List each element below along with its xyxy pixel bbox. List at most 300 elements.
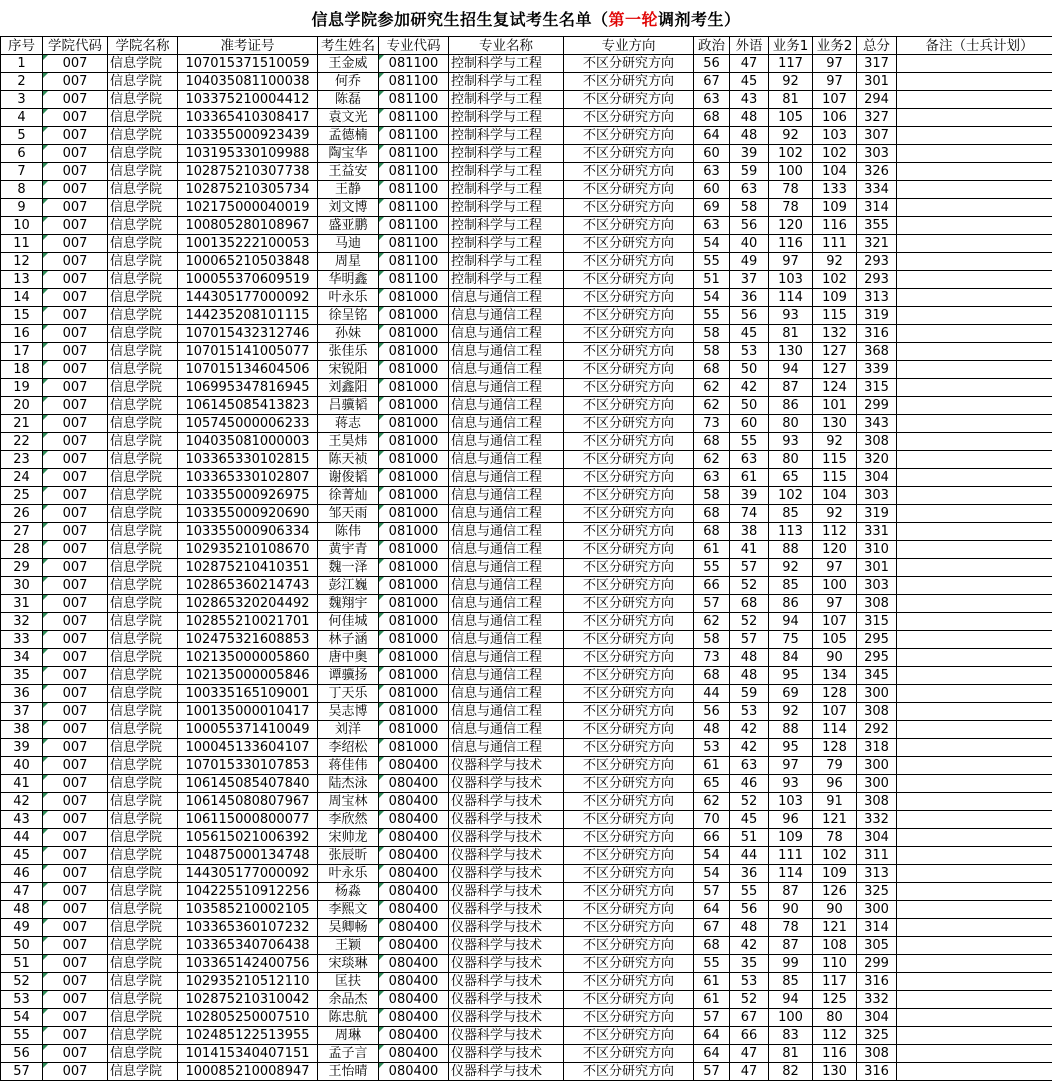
cell-col-foreign-lang[interactable]: 63	[730, 181, 769, 199]
cell-col-direction[interactable]: 不区分研究方向	[564, 217, 694, 235]
cell-col-name[interactable]: 马迪	[318, 235, 379, 253]
cell-col-subject1[interactable]: 94	[769, 361, 813, 379]
cell-col-politics[interactable]: 51	[694, 271, 730, 289]
cell-col-college-name[interactable]: 信息学院	[108, 793, 178, 811]
cell-col-college-code[interactable]: 007	[43, 1045, 108, 1063]
cell-col-major-code[interactable]: 081000	[379, 523, 449, 541]
cell-col-subject2[interactable]: 111	[813, 235, 857, 253]
cell-col-college-code[interactable]: 007	[43, 1027, 108, 1045]
cell-col-direction[interactable]: 不区分研究方向	[564, 289, 694, 307]
cell-col-name[interactable]: 杨淼	[318, 883, 379, 901]
cell-col-subject1[interactable]: 87	[769, 883, 813, 901]
cell-col-seq[interactable]: 46	[1, 865, 43, 883]
cell-col-college-name[interactable]: 信息学院	[108, 145, 178, 163]
cell-col-exam-id[interactable]: 105615021006392	[178, 829, 318, 847]
cell-col-name[interactable]: 谢俊韬	[318, 469, 379, 487]
cell-col-subject2[interactable]: 109	[813, 865, 857, 883]
cell-col-remark[interactable]	[897, 145, 1052, 163]
cell-col-total[interactable]: 316	[857, 973, 897, 991]
cell-col-politics[interactable]: 63	[694, 163, 730, 181]
cell-col-exam-id[interactable]: 103365330102807	[178, 469, 318, 487]
cell-col-remark[interactable]	[897, 1045, 1052, 1063]
cell-col-total[interactable]: 295	[857, 631, 897, 649]
cell-col-major-code[interactable]: 081000	[379, 541, 449, 559]
cell-col-foreign-lang[interactable]: 48	[730, 667, 769, 685]
cell-col-college-code[interactable]: 007	[43, 973, 108, 991]
cell-col-exam-id[interactable]: 104225510912256	[178, 883, 318, 901]
cell-col-seq[interactable]: 23	[1, 451, 43, 469]
cell-col-subject1[interactable]: 87	[769, 937, 813, 955]
cell-col-direction[interactable]: 不区分研究方向	[564, 595, 694, 613]
cell-col-college-name[interactable]: 信息学院	[108, 811, 178, 829]
cell-col-college-name[interactable]: 信息学院	[108, 289, 178, 307]
cell-col-remark[interactable]	[897, 109, 1052, 127]
cell-col-exam-id[interactable]: 106115000800077	[178, 811, 318, 829]
cell-col-remark[interactable]	[897, 73, 1052, 91]
cell-col-college-code[interactable]: 007	[43, 649, 108, 667]
cell-col-direction[interactable]: 不区分研究方向	[564, 847, 694, 865]
cell-col-total[interactable]: 300	[857, 685, 897, 703]
cell-col-college-code[interactable]: 007	[43, 235, 108, 253]
cell-col-seq[interactable]: 3	[1, 91, 43, 109]
cell-col-college-code[interactable]: 007	[43, 811, 108, 829]
cell-col-college-code[interactable]: 007	[43, 559, 108, 577]
cell-col-subject2[interactable]: 102	[813, 847, 857, 865]
cell-col-politics[interactable]: 53	[694, 739, 730, 757]
cell-col-politics[interactable]: 62	[694, 379, 730, 397]
cell-col-subject2[interactable]: 109	[813, 199, 857, 217]
cell-col-college-name[interactable]: 信息学院	[108, 433, 178, 451]
cell-col-seq[interactable]: 15	[1, 307, 43, 325]
cell-col-college-code[interactable]: 007	[43, 865, 108, 883]
cell-col-subject2[interactable]: 90	[813, 649, 857, 667]
cell-col-name[interactable]: 蒋佳伟	[318, 757, 379, 775]
cell-col-seq[interactable]: 45	[1, 847, 43, 865]
cell-col-major-code[interactable]: 080400	[379, 955, 449, 973]
cell-col-total[interactable]: 320	[857, 451, 897, 469]
cell-col-politics[interactable]: 55	[694, 307, 730, 325]
cell-col-seq[interactable]: 55	[1, 1027, 43, 1045]
cell-col-major-name[interactable]: 控制科学与工程	[449, 217, 564, 235]
cell-col-seq[interactable]: 40	[1, 757, 43, 775]
cell-col-seq[interactable]: 42	[1, 793, 43, 811]
cell-col-remark[interactable]	[897, 811, 1052, 829]
cell-col-subject1[interactable]: 85	[769, 505, 813, 523]
cell-col-seq[interactable]: 51	[1, 955, 43, 973]
cell-col-remark[interactable]	[897, 829, 1052, 847]
cell-col-exam-id[interactable]: 106145085413823	[178, 397, 318, 415]
cell-col-direction[interactable]: 不区分研究方向	[564, 91, 694, 109]
cell-col-name[interactable]: 王怡晴	[318, 1063, 379, 1081]
cell-col-college-name[interactable]: 信息学院	[108, 361, 178, 379]
cell-col-exam-id[interactable]: 103365142400756	[178, 955, 318, 973]
cell-col-exam-id[interactable]: 102175000040019	[178, 199, 318, 217]
cell-col-total[interactable]: 304	[857, 829, 897, 847]
cell-col-name[interactable]: 林子涵	[318, 631, 379, 649]
cell-col-direction[interactable]: 不区分研究方向	[564, 487, 694, 505]
cell-col-politics[interactable]: 57	[694, 883, 730, 901]
cell-col-college-name[interactable]: 信息学院	[108, 883, 178, 901]
cell-col-subject1[interactable]: 113	[769, 523, 813, 541]
cell-col-subject2[interactable]: 115	[813, 307, 857, 325]
cell-col-subject1[interactable]: 114	[769, 865, 813, 883]
cell-col-total[interactable]: 319	[857, 505, 897, 523]
cell-col-major-name[interactable]: 信息与通信工程	[449, 415, 564, 433]
cell-col-college-code[interactable]: 007	[43, 685, 108, 703]
cell-col-total[interactable]: 316	[857, 325, 897, 343]
cell-col-direction[interactable]: 不区分研究方向	[564, 991, 694, 1009]
cell-col-exam-id[interactable]: 103355000926975	[178, 487, 318, 505]
cell-col-college-name[interactable]: 信息学院	[108, 1063, 178, 1081]
cell-col-seq[interactable]: 30	[1, 577, 43, 595]
cell-col-politics[interactable]: 62	[694, 451, 730, 469]
cell-col-subject2[interactable]: 80	[813, 1009, 857, 1027]
cell-col-remark[interactable]	[897, 91, 1052, 109]
cell-col-direction[interactable]: 不区分研究方向	[564, 577, 694, 595]
cell-col-total[interactable]: 299	[857, 397, 897, 415]
cell-col-politics[interactable]: 70	[694, 811, 730, 829]
cell-col-name[interactable]: 袁文光	[318, 109, 379, 127]
cell-col-total[interactable]: 308	[857, 1045, 897, 1063]
cell-col-direction[interactable]: 不区分研究方向	[564, 451, 694, 469]
cell-col-subject1[interactable]: 78	[769, 181, 813, 199]
cell-col-seq[interactable]: 5	[1, 127, 43, 145]
cell-col-name[interactable]: 吕骥韬	[318, 397, 379, 415]
cell-col-direction[interactable]: 不区分研究方向	[564, 883, 694, 901]
cell-col-exam-id[interactable]: 100335165109001	[178, 685, 318, 703]
cell-col-direction[interactable]: 不区分研究方向	[564, 829, 694, 847]
cell-col-remark[interactable]	[897, 55, 1052, 73]
cell-col-politics[interactable]: 56	[694, 55, 730, 73]
cell-col-subject2[interactable]: 120	[813, 541, 857, 559]
cell-col-foreign-lang[interactable]: 48	[730, 109, 769, 127]
cell-col-total[interactable]: 307	[857, 127, 897, 145]
cell-col-subject1[interactable]: 92	[769, 559, 813, 577]
cell-col-major-code[interactable]: 081000	[379, 397, 449, 415]
cell-col-college-name[interactable]: 信息学院	[108, 199, 178, 217]
cell-col-total[interactable]: 327	[857, 109, 897, 127]
cell-col-politics[interactable]: 64	[694, 901, 730, 919]
cell-col-name[interactable]: 陶宝华	[318, 145, 379, 163]
cell-col-major-code[interactable]: 080400	[379, 919, 449, 937]
cell-col-exam-id[interactable]: 104035081000003	[178, 433, 318, 451]
cell-col-major-name[interactable]: 控制科学与工程	[449, 73, 564, 91]
cell-col-direction[interactable]: 不区分研究方向	[564, 757, 694, 775]
cell-col-subject2[interactable]: 127	[813, 361, 857, 379]
cell-col-college-name[interactable]: 信息学院	[108, 127, 178, 145]
cell-col-seq[interactable]: 36	[1, 685, 43, 703]
cell-col-exam-id[interactable]: 102875210310042	[178, 991, 318, 1009]
cell-col-college-name[interactable]: 信息学院	[108, 667, 178, 685]
cell-col-exam-id[interactable]: 102865360214743	[178, 577, 318, 595]
cell-col-major-code[interactable]: 081100	[379, 217, 449, 235]
cell-col-politics[interactable]: 68	[694, 523, 730, 541]
cell-col-remark[interactable]	[897, 343, 1052, 361]
cell-col-name[interactable]: 何乔	[318, 73, 379, 91]
cell-col-remark[interactable]	[897, 775, 1052, 793]
cell-col-college-code[interactable]: 007	[43, 181, 108, 199]
cell-col-total[interactable]: 319	[857, 307, 897, 325]
cell-col-exam-id[interactable]: 103195330109988	[178, 145, 318, 163]
cell-col-total[interactable]: 301	[857, 73, 897, 91]
cell-col-total[interactable]: 295	[857, 649, 897, 667]
cell-col-foreign-lang[interactable]: 36	[730, 289, 769, 307]
cell-col-college-code[interactable]: 007	[43, 343, 108, 361]
cell-col-major-code[interactable]: 081000	[379, 739, 449, 757]
cell-col-seq[interactable]: 12	[1, 253, 43, 271]
cell-col-subject1[interactable]: 103	[769, 793, 813, 811]
cell-col-name[interactable]: 刘洋	[318, 721, 379, 739]
cell-col-major-code[interactable]: 081000	[379, 595, 449, 613]
cell-col-name[interactable]: 徐呈铭	[318, 307, 379, 325]
cell-col-politics[interactable]: 58	[694, 631, 730, 649]
cell-col-major-code[interactable]: 081000	[379, 667, 449, 685]
cell-col-college-name[interactable]: 信息学院	[108, 721, 178, 739]
cell-col-subject1[interactable]: 78	[769, 919, 813, 937]
cell-col-subject1[interactable]: 109	[769, 829, 813, 847]
cell-col-direction[interactable]: 不区分研究方向	[564, 433, 694, 451]
cell-col-subject2[interactable]: 96	[813, 775, 857, 793]
cell-col-name[interactable]: 陈伟	[318, 523, 379, 541]
cell-col-exam-id[interactable]: 102805250007510	[178, 1009, 318, 1027]
cell-col-direction[interactable]: 不区分研究方向	[564, 379, 694, 397]
cell-col-total[interactable]: 332	[857, 991, 897, 1009]
cell-col-major-code[interactable]: 081100	[379, 181, 449, 199]
cell-col-total[interactable]: 308	[857, 703, 897, 721]
cell-col-subject2[interactable]: 78	[813, 829, 857, 847]
cell-col-major-name[interactable]: 仪器科学与技术	[449, 973, 564, 991]
cell-col-remark[interactable]	[897, 613, 1052, 631]
cell-col-college-code[interactable]: 007	[43, 847, 108, 865]
cell-col-major-code[interactable]: 081100	[379, 235, 449, 253]
cell-col-major-name[interactable]: 仪器科学与技术	[449, 757, 564, 775]
cell-col-major-code[interactable]: 080400	[379, 811, 449, 829]
cell-col-name[interactable]: 宋锐阳	[318, 361, 379, 379]
cell-col-college-name[interactable]: 信息学院	[108, 901, 178, 919]
cell-col-seq[interactable]: 19	[1, 379, 43, 397]
cell-col-college-name[interactable]: 信息学院	[108, 343, 178, 361]
cell-col-subject2[interactable]: 92	[813, 253, 857, 271]
cell-col-seq[interactable]: 41	[1, 775, 43, 793]
cell-col-seq[interactable]: 9	[1, 199, 43, 217]
cell-col-major-code[interactable]: 081000	[379, 325, 449, 343]
cell-col-college-name[interactable]: 信息学院	[108, 649, 178, 667]
cell-col-major-name[interactable]: 仪器科学与技术	[449, 937, 564, 955]
cell-col-college-name[interactable]: 信息学院	[108, 91, 178, 109]
cell-col-total[interactable]: 334	[857, 181, 897, 199]
cell-col-college-code[interactable]: 007	[43, 433, 108, 451]
cell-col-name[interactable]: 盛亚鹏	[318, 217, 379, 235]
cell-col-total[interactable]: 339	[857, 361, 897, 379]
cell-col-direction[interactable]: 不区分研究方向	[564, 793, 694, 811]
cell-col-seq[interactable]: 16	[1, 325, 43, 343]
cell-col-subject2[interactable]: 79	[813, 757, 857, 775]
cell-col-major-code[interactable]: 080400	[379, 829, 449, 847]
cell-col-remark[interactable]	[897, 235, 1052, 253]
cell-col-seq[interactable]: 28	[1, 541, 43, 559]
cell-col-remark[interactable]	[897, 199, 1052, 217]
cell-col-subject2[interactable]: 117	[813, 973, 857, 991]
cell-col-college-name[interactable]: 信息学院	[108, 829, 178, 847]
cell-col-foreign-lang[interactable]: 46	[730, 775, 769, 793]
cell-col-foreign-lang[interactable]: 36	[730, 865, 769, 883]
cell-col-total[interactable]: 294	[857, 91, 897, 109]
cell-col-college-code[interactable]: 007	[43, 73, 108, 91]
cell-col-remark[interactable]	[897, 739, 1052, 757]
cell-col-total[interactable]: 303	[857, 487, 897, 505]
cell-col-major-code[interactable]: 080400	[379, 973, 449, 991]
cell-col-college-code[interactable]: 007	[43, 487, 108, 505]
cell-col-name[interactable]: 何佳城	[318, 613, 379, 631]
cell-col-total[interactable]: 304	[857, 1009, 897, 1027]
cell-col-remark[interactable]	[897, 361, 1052, 379]
cell-col-major-name[interactable]: 信息与通信工程	[449, 649, 564, 667]
cell-col-major-name[interactable]: 仪器科学与技术	[449, 955, 564, 973]
cell-col-major-code[interactable]: 081100	[379, 253, 449, 271]
cell-col-college-name[interactable]: 信息学院	[108, 595, 178, 613]
cell-col-college-name[interactable]: 信息学院	[108, 613, 178, 631]
cell-col-subject1[interactable]: 90	[769, 901, 813, 919]
cell-col-major-code[interactable]: 080400	[379, 757, 449, 775]
cell-col-total[interactable]: 313	[857, 289, 897, 307]
cell-col-seq[interactable]: 6	[1, 145, 43, 163]
cell-col-subject1[interactable]: 111	[769, 847, 813, 865]
cell-col-foreign-lang[interactable]: 44	[730, 847, 769, 865]
cell-col-major-name[interactable]: 信息与通信工程	[449, 703, 564, 721]
cell-col-politics[interactable]: 68	[694, 433, 730, 451]
cell-col-major-name[interactable]: 信息与通信工程	[449, 307, 564, 325]
cell-col-major-code[interactable]: 081100	[379, 163, 449, 181]
cell-col-subject2[interactable]: 109	[813, 289, 857, 307]
cell-col-exam-id[interactable]: 144305177000092	[178, 865, 318, 883]
cell-col-major-name[interactable]: 信息与通信工程	[449, 541, 564, 559]
cell-col-major-name[interactable]: 信息与通信工程	[449, 469, 564, 487]
cell-col-major-name[interactable]: 仪器科学与技术	[449, 793, 564, 811]
cell-col-college-code[interactable]: 007	[43, 145, 108, 163]
cell-col-total[interactable]: 345	[857, 667, 897, 685]
cell-col-remark[interactable]	[897, 667, 1052, 685]
cell-col-seq[interactable]: 56	[1, 1045, 43, 1063]
cell-col-major-code[interactable]: 081000	[379, 451, 449, 469]
cell-col-subject2[interactable]: 134	[813, 667, 857, 685]
cell-col-subject2[interactable]: 112	[813, 523, 857, 541]
cell-col-college-code[interactable]: 007	[43, 991, 108, 1009]
cell-col-subject1[interactable]: 100	[769, 163, 813, 181]
cell-col-major-name[interactable]: 信息与通信工程	[449, 397, 564, 415]
cell-col-name[interactable]: 叶永乐	[318, 865, 379, 883]
cell-col-name[interactable]: 宋帅龙	[318, 829, 379, 847]
cell-col-subject1[interactable]: 92	[769, 703, 813, 721]
cell-col-college-name[interactable]: 信息学院	[108, 379, 178, 397]
cell-col-politics[interactable]: 44	[694, 685, 730, 703]
cell-col-remark[interactable]	[897, 955, 1052, 973]
cell-col-politics[interactable]: 54	[694, 235, 730, 253]
cell-col-subject2[interactable]: 121	[813, 919, 857, 937]
cell-col-subject1[interactable]: 93	[769, 307, 813, 325]
cell-col-subject2[interactable]: 97	[813, 73, 857, 91]
cell-col-major-name[interactable]: 信息与通信工程	[449, 343, 564, 361]
cell-col-name[interactable]: 王昊炜	[318, 433, 379, 451]
cell-col-major-code[interactable]: 080400	[379, 937, 449, 955]
cell-col-remark[interactable]	[897, 937, 1052, 955]
cell-col-foreign-lang[interactable]: 42	[730, 721, 769, 739]
cell-col-college-name[interactable]: 信息学院	[108, 1027, 178, 1045]
cell-col-direction[interactable]: 不区分研究方向	[564, 937, 694, 955]
cell-col-subject1[interactable]: 102	[769, 487, 813, 505]
cell-col-seq[interactable]: 24	[1, 469, 43, 487]
cell-col-college-code[interactable]: 007	[43, 793, 108, 811]
cell-col-major-code[interactable]: 080400	[379, 883, 449, 901]
cell-col-subject2[interactable]: 100	[813, 577, 857, 595]
cell-col-major-code[interactable]: 081000	[379, 487, 449, 505]
cell-col-major-name[interactable]: 信息与通信工程	[449, 631, 564, 649]
cell-col-college-name[interactable]: 信息学院	[108, 235, 178, 253]
cell-col-total[interactable]: 293	[857, 253, 897, 271]
cell-col-subject2[interactable]: 125	[813, 991, 857, 1009]
cell-col-seq[interactable]: 17	[1, 343, 43, 361]
cell-col-college-name[interactable]: 信息学院	[108, 469, 178, 487]
cell-col-total[interactable]: 304	[857, 469, 897, 487]
cell-col-major-name[interactable]: 仪器科学与技术	[449, 919, 564, 937]
cell-col-subject2[interactable]: 90	[813, 901, 857, 919]
cell-col-name[interactable]: 张佳乐	[318, 343, 379, 361]
cell-col-direction[interactable]: 不区分研究方向	[564, 253, 694, 271]
cell-col-college-name[interactable]: 信息学院	[108, 73, 178, 91]
cell-col-foreign-lang[interactable]: 59	[730, 163, 769, 181]
cell-col-subject1[interactable]: 94	[769, 613, 813, 631]
cell-col-major-code[interactable]: 081000	[379, 577, 449, 595]
cell-col-college-name[interactable]: 信息学院	[108, 919, 178, 937]
cell-col-subject1[interactable]: 81	[769, 1045, 813, 1063]
cell-col-college-code[interactable]: 007	[43, 361, 108, 379]
cell-col-major-code[interactable]: 081000	[379, 379, 449, 397]
cell-col-exam-id[interactable]: 103365330102815	[178, 451, 318, 469]
cell-col-subject2[interactable]: 104	[813, 163, 857, 181]
cell-col-major-code[interactable]: 081000	[379, 415, 449, 433]
cell-col-total[interactable]: 325	[857, 1027, 897, 1045]
cell-col-direction[interactable]: 不区分研究方向	[564, 631, 694, 649]
cell-col-name[interactable]: 匡扶	[318, 973, 379, 991]
cell-col-subject2[interactable]: 91	[813, 793, 857, 811]
cell-col-college-name[interactable]: 信息学院	[108, 253, 178, 271]
cell-col-foreign-lang[interactable]: 45	[730, 325, 769, 343]
cell-col-foreign-lang[interactable]: 59	[730, 685, 769, 703]
cell-col-subject1[interactable]: 100	[769, 1009, 813, 1027]
cell-col-college-code[interactable]: 007	[43, 1009, 108, 1027]
cell-col-exam-id[interactable]: 103585210002105	[178, 901, 318, 919]
cell-col-direction[interactable]: 不区分研究方向	[564, 199, 694, 217]
cell-col-direction[interactable]: 不区分研究方向	[564, 55, 694, 73]
cell-col-college-code[interactable]: 007	[43, 379, 108, 397]
cell-col-total[interactable]: 308	[857, 433, 897, 451]
cell-col-direction[interactable]: 不区分研究方向	[564, 811, 694, 829]
cell-col-remark[interactable]	[897, 901, 1052, 919]
cell-col-direction[interactable]: 不区分研究方向	[564, 181, 694, 199]
cell-col-subject1[interactable]: 80	[769, 415, 813, 433]
cell-col-politics[interactable]: 58	[694, 343, 730, 361]
cell-col-major-code[interactable]: 080400	[379, 1027, 449, 1045]
cell-col-major-name[interactable]: 信息与通信工程	[449, 667, 564, 685]
cell-col-seq[interactable]: 7	[1, 163, 43, 181]
cell-col-remark[interactable]	[897, 757, 1052, 775]
cell-col-seq[interactable]: 13	[1, 271, 43, 289]
cell-col-foreign-lang[interactable]: 66	[730, 1027, 769, 1045]
cell-col-exam-id[interactable]: 102865320204492	[178, 595, 318, 613]
cell-col-major-name[interactable]: 仪器科学与技术	[449, 883, 564, 901]
cell-col-politics[interactable]: 55	[694, 253, 730, 271]
cell-col-exam-id[interactable]: 107015141005077	[178, 343, 318, 361]
cell-col-politics[interactable]: 68	[694, 505, 730, 523]
